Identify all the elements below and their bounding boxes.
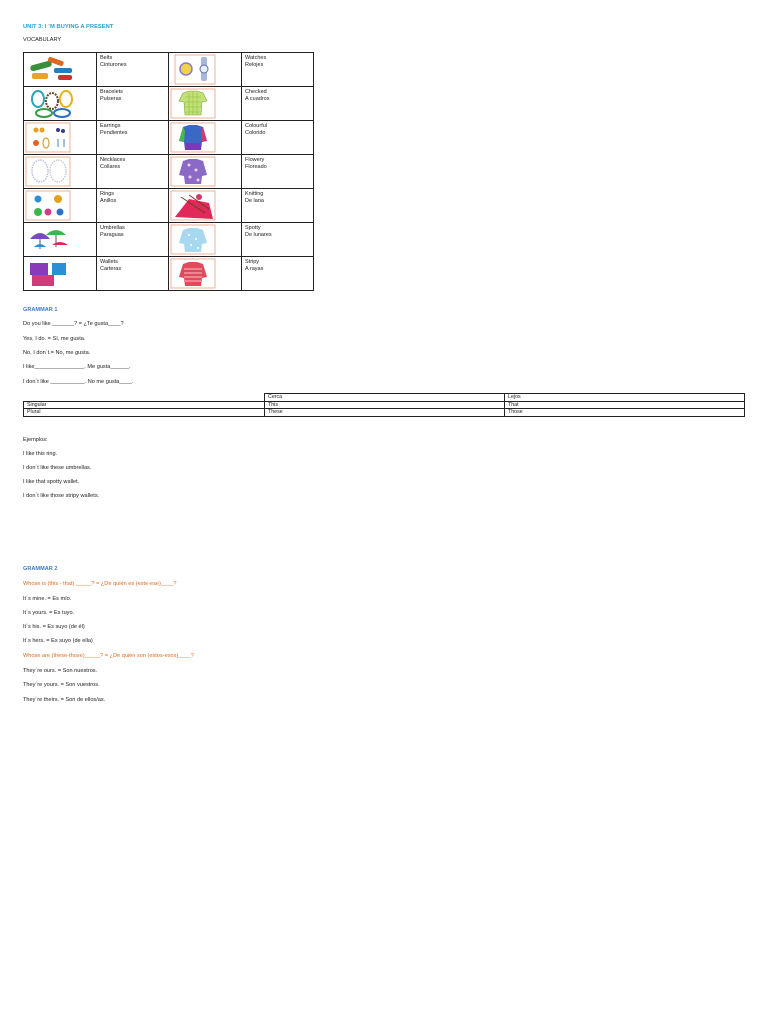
grammar1-line: No, I don´t.= No, me gusta. xyxy=(23,350,91,356)
example-line: I don´t like those stripy wallets. xyxy=(23,493,100,499)
vocab-row xyxy=(24,155,314,189)
vocab-word: Colourful Colorido xyxy=(242,121,314,155)
umbrellas-image xyxy=(24,223,97,257)
vocab-word: Wallets Carteras xyxy=(97,257,169,291)
vocabulary-table xyxy=(23,52,314,291)
table-row xyxy=(24,409,745,417)
vocab-row xyxy=(24,257,314,291)
demonstratives-table xyxy=(23,393,745,417)
stripy-sweater-image xyxy=(169,257,242,291)
colourful-jacket-image xyxy=(169,121,242,155)
possessive-line: It´s his. = Es suyo (de él) xyxy=(23,624,85,630)
vocab-row xyxy=(24,87,314,121)
possessive-line: They´re ours. = Son nuestros. xyxy=(23,668,98,674)
vocab-word: Flowery Floreado xyxy=(242,155,314,189)
flowery-jacket-image xyxy=(169,155,242,189)
knitting-image xyxy=(169,189,242,223)
unit-title: UNIT 3: I ´M BUYING A PRESENT xyxy=(23,24,114,30)
earrings-image xyxy=(24,121,97,155)
vocab-word: Spotty De lunares xyxy=(242,223,314,257)
examples-heading: Ejemplos: xyxy=(23,437,48,443)
cell-far: Those xyxy=(505,409,745,417)
vocab-word: Rings Anillos xyxy=(97,189,169,223)
vocab-row xyxy=(24,189,314,223)
row-label: Singular xyxy=(24,401,265,409)
possessive-line: They´re yours. = Son vuestros. xyxy=(23,682,100,688)
spotty-sweater-image xyxy=(169,223,242,257)
cell-far: That xyxy=(505,401,745,409)
bracelets-image xyxy=(24,87,97,121)
vocab-row xyxy=(24,121,314,155)
possessive-line: They´re theirs. = Son de ellos/as. xyxy=(23,697,106,703)
grammar1-line: Yes, I do. = Sí, me gusta. xyxy=(23,336,86,342)
vocab-word: Stripy A rayas xyxy=(242,257,314,291)
rings-image xyxy=(24,189,97,223)
belts-image xyxy=(24,53,97,87)
vocab-word: Umbrellas Paraguas xyxy=(97,223,169,257)
grammar2-question-singular: Whose is (this - that) _____? = ¿De quién es (este-ese)____? xyxy=(23,581,177,587)
necklaces-image xyxy=(24,155,97,189)
vocab-word: Checked A cuadros xyxy=(242,87,314,121)
grammar1-line: I don´t like ___________. No me gusta____. xyxy=(23,379,134,385)
row-label: Plural xyxy=(24,409,265,417)
example-line: I don´t like these umbrellas. xyxy=(23,465,92,471)
wallets-image xyxy=(24,257,97,291)
vocab-row xyxy=(24,53,314,87)
possessive-line: It´s hers. = Es suyo (de ella) xyxy=(23,638,93,644)
grammar1-heading: GRAMMAR 1 xyxy=(23,307,58,313)
vocabulary-heading: VOCABULARY xyxy=(23,37,62,43)
table-corner xyxy=(24,394,265,402)
table-row xyxy=(24,401,745,409)
example-line: I like this ring. xyxy=(23,451,58,457)
vocab-word: Earrings Pendientes xyxy=(97,121,169,155)
example-line: I like that spotty wallet. xyxy=(23,479,80,485)
col-header-near: Cerca xyxy=(265,394,505,402)
checked-shirt-image xyxy=(169,87,242,121)
grammar1-line: Do you like _______? = ¿Te gusta____? xyxy=(23,321,124,327)
vocab-word: Bracelets Pulseras xyxy=(97,87,169,121)
grammar1-line: I like________________. Me gusta______. xyxy=(23,364,131,370)
grammar2-heading: GRAMMAR 2 xyxy=(23,566,58,572)
grammar2-question-plural: Whose are (these-those)_____? = ¿De quién son (estos-esos)____? xyxy=(23,653,194,659)
possessive-line: It´s yours. = Es tuyo. xyxy=(23,610,75,616)
vocab-word: Necklaces Collares xyxy=(97,155,169,189)
vocab-word: Knitting De lana xyxy=(242,189,314,223)
vocab-word: Belts Cinturones xyxy=(97,53,169,87)
vocab-row xyxy=(24,223,314,257)
watches-image xyxy=(169,53,242,87)
cell-near: These xyxy=(265,409,505,417)
col-header-far: Lejos xyxy=(505,394,745,402)
cell-near: This xyxy=(265,401,505,409)
vocab-word: Watches Relojes xyxy=(242,53,314,87)
possessive-line: It´s mine. = Es mío. xyxy=(23,596,72,602)
